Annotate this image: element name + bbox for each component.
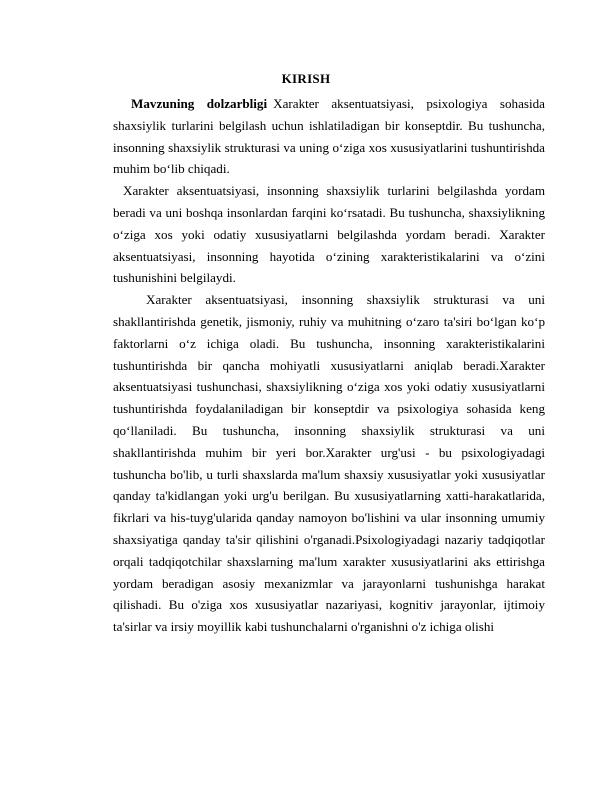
- paragraph-relevance: [113, 93, 545, 180]
- body-text: [113, 93, 545, 638]
- section-lead: Mavzuning dolzarbligi: [131, 96, 268, 111]
- page-title: KIRISH: [281, 71, 331, 86]
- paragraph: Xarakter aksentuatsiyasi, insonning shaxsiylik turlarini belgilashda yordam beradi va uni boshqa insonlardan farqini ko‘rsatadi. Bu tushuncha, shaxsiylikning o‘ziga xos yoki odatiy xususiyatlarni belgilashda yordam beradi. Xarakter aksentuatsiyasi, insonning hayotida o‘zining xarakteristikalarini va o‘zini tushunishini belgilaydi.: [113, 183, 545, 286]
- paragraph-text: Xarakter aksentuatsiyasi, psixologiya sohasida shaxsiylik turlarini belgilash uchun ishlatiladigan bir konseptdir. Bu tushuncha, insonning shaxsiylik strukturasi va uning o‘ziga xos xususiyatlarini tushuntirishda muhim bo‘lib chiqadi.: [113, 96, 545, 177]
- paragraph: Xarakter aksentuatsiyasi, insonning shaxsiylik strukturasi va uni shakllantirishda genetik, jismoniy, ruhiy va muhitning o‘zaro ta'siri bo‘lgan ko‘p faktorlarni o‘z ichiga oladi. Bu tushuncha, insonning xarakteristikalarini tushuntirishda bir qancha mohiyatli xususiyatlarni aniqlab beradi.Xarakter aksentuatsiyasi tushunchasi, shaxsiylikning o‘ziga xos yoki odatiy xususiyatlarni tushuntirishda foydalaniladigan bir konseptdir va psixologiya sohasida keng qo‘llaniladi. Bu tushuncha, insonning shaxsiylik strukturasi va uni shakllantirishda muhim bir yeri bor.Xarakter urg'usi - bu psixologiyadagi tushuncha bo'lib, u turli shaxslarda ma'lum shaxsiy xususiyatlar yoki xususiyatlar qanday ta'kidlangan yoki urg'u berilgan. Bu xususiyatlarning xatti-harakatlarida, fikrlari va his-tuyg'ularida qanday namoyon bo'lishini va ular insonning umumiy shaxsiyatiga qanday ta'sir qilishini o'rganadi.Psixologiyadagi nazariy tadqiqotlar orqali tadqiqotchilar shaxslarning ma'lum xarakter xususiyatlarini aks ettirishga yordam beradigan asosiy mexanizmlar va jarayonlarni tushunishga harakat qilishadi. Bu o'ziga xos xususiyatlar nazariyasi, kognitiv jarayonlar, ijtimoiy ta'sirlar va irsiy moyillik kabi tushunchalarni o'rganishni o'z ichiga olishi: [113, 292, 545, 635]
